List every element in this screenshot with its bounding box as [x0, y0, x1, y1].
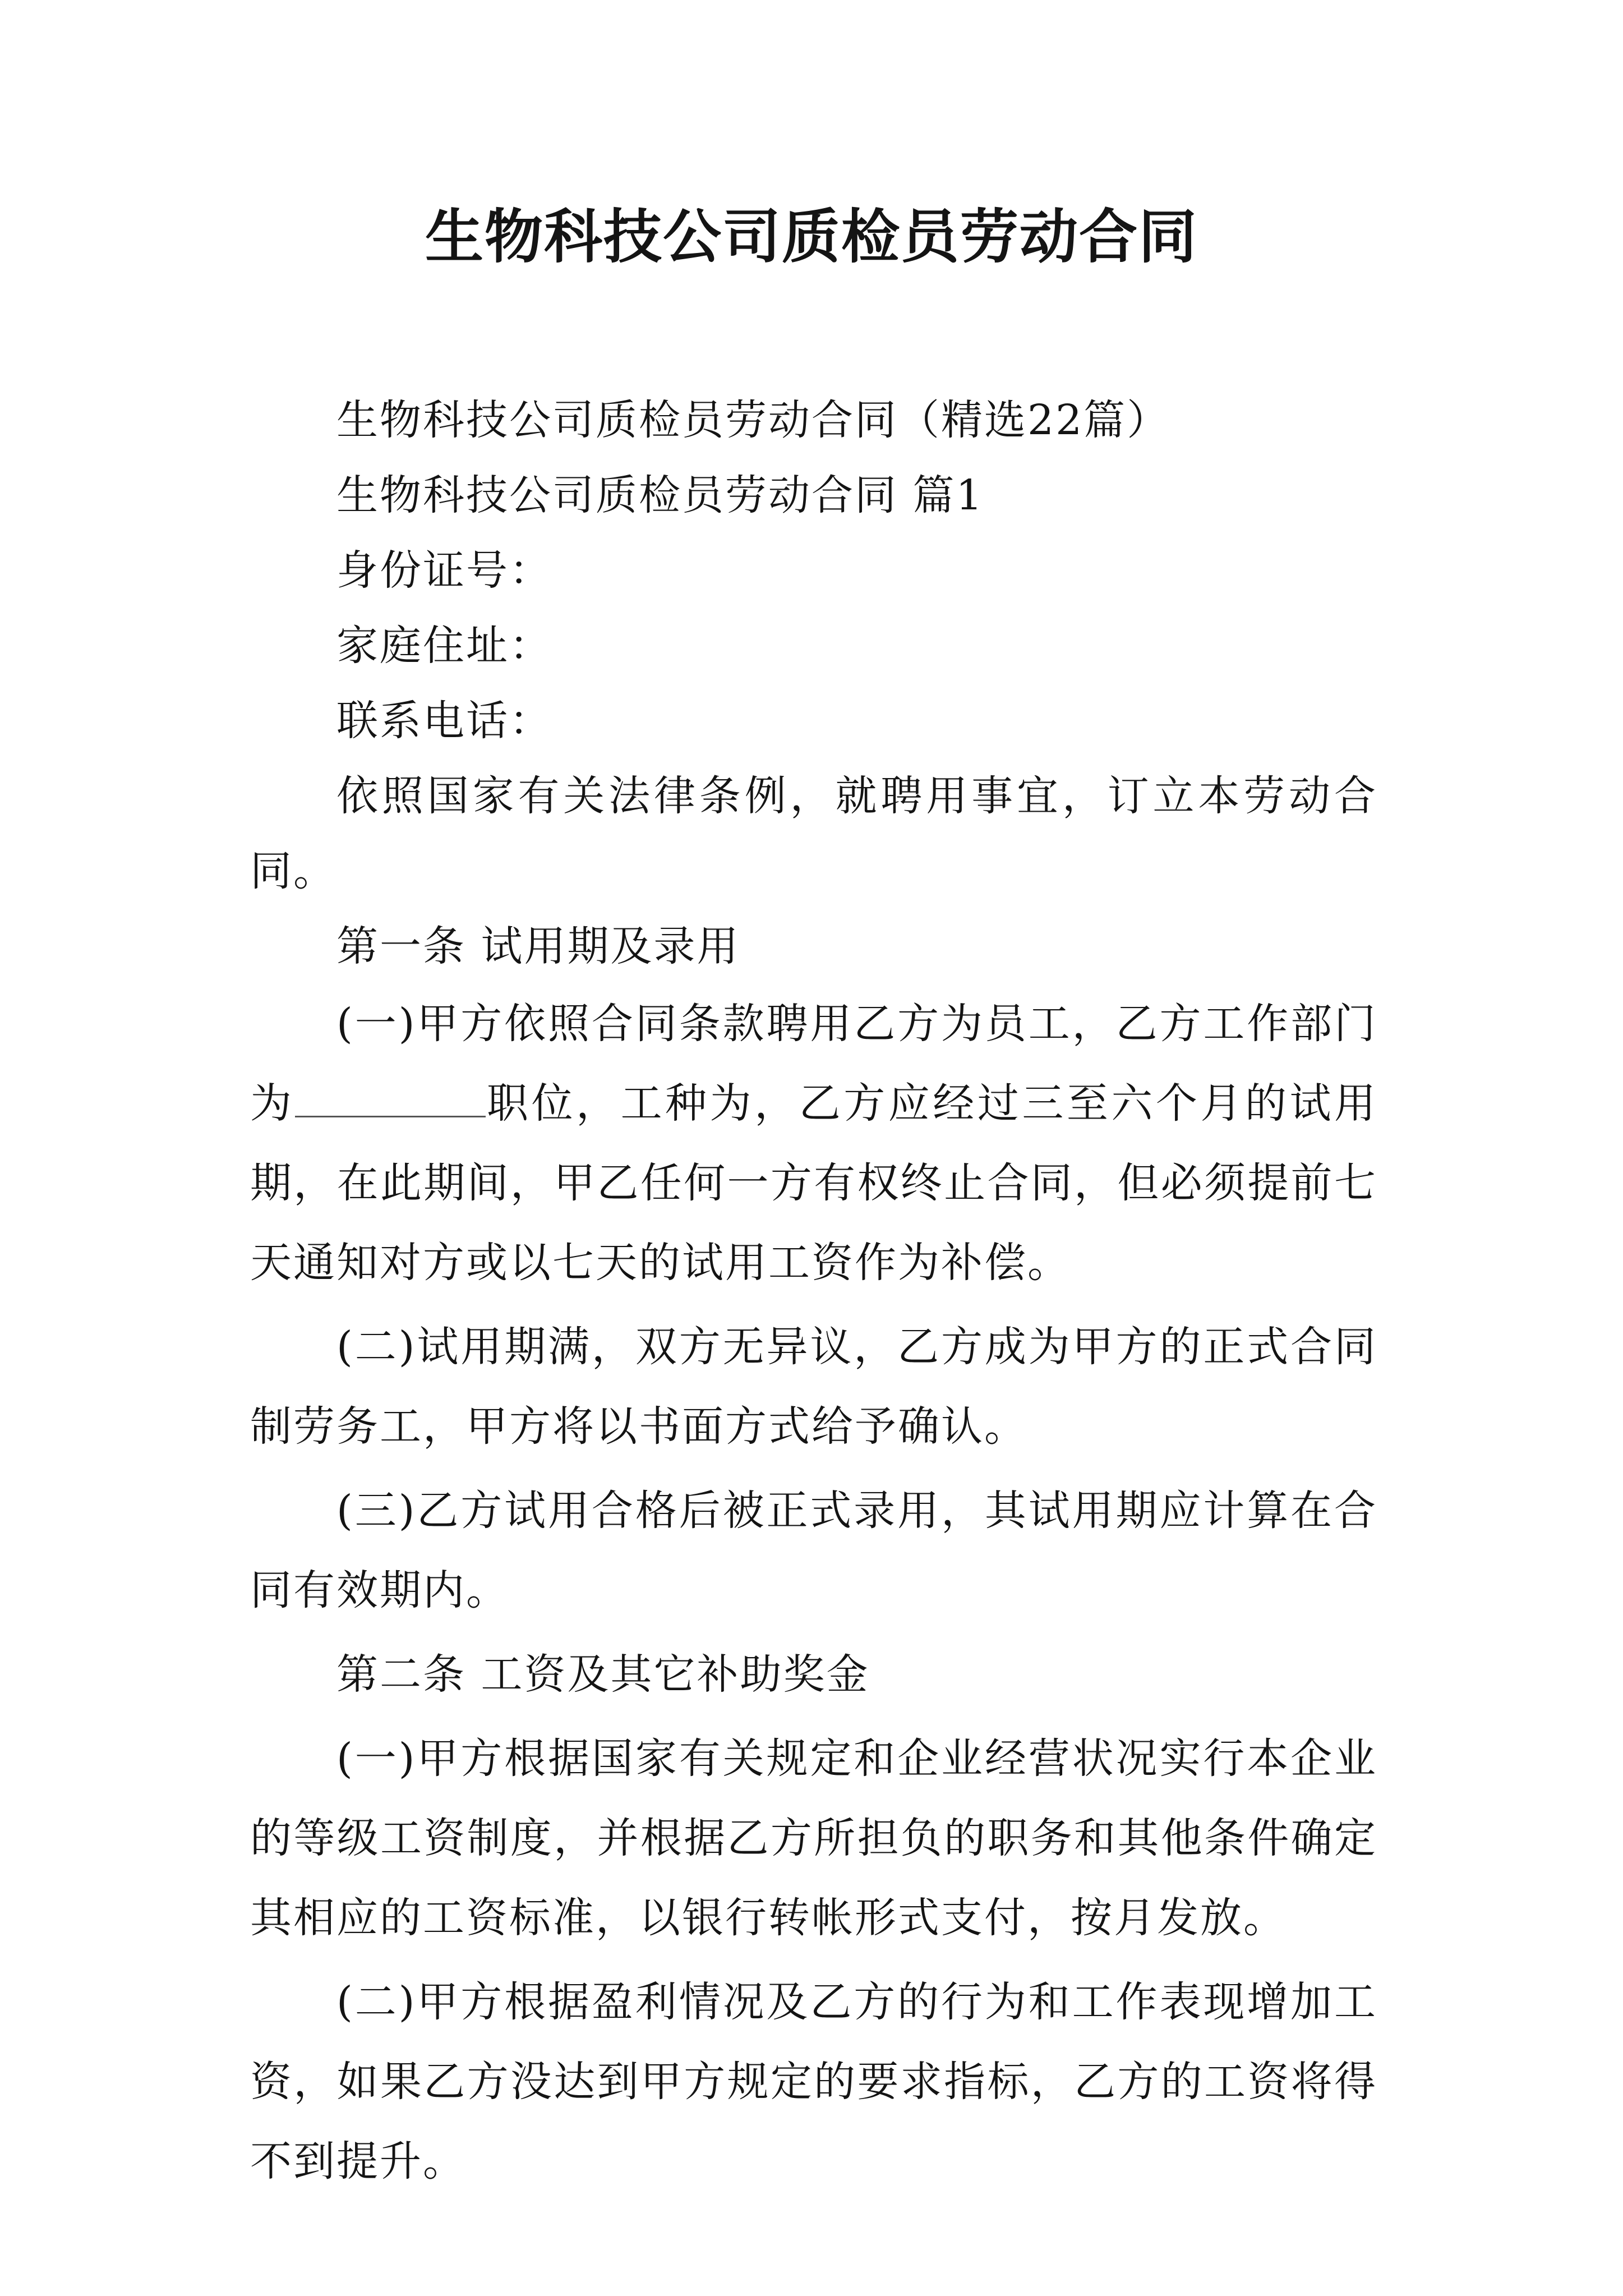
address-label: 家庭住址： [336, 622, 552, 670]
article1-item2: (二)试用期满，双方无异议，乙方成为甲方的正式合同制劳务工，甲方将以书面方式给予确认。 [250, 1323, 1377, 1451]
department-blank [295, 1082, 486, 1117]
article2-item1: (一)甲方根据国家有关规定和企业经营状况实行本企业的等级工资制度，并根据乙方所担负的职务和其他条件确定其相应的工资标准，以银行转帐形式支付，按月发放。 [250, 1734, 1377, 1942]
article1-heading: 第一条 试用期及录用 [336, 922, 740, 970]
article2-item2: (二)甲方根据盈利情况及乙方的行为和工作表现增加工资，如果乙方没达到甲方规定的要求指标，乙方的工资将得不到提升。 [250, 1978, 1377, 2185]
document-body [250, 383, 1377, 2206]
subtitle: 生物科技公司质检员劳动合同（精选22篇） [336, 396, 1170, 444]
article1-item3: (三)乙方试用合格后被正式录用，其试用期应计算在合同有效期内。 [250, 1487, 1377, 1614]
article1-item1 [250, 984, 1377, 1303]
document-title: 生物科技公司质检员劳动合同 [425, 203, 1198, 271]
phone-label: 联系电话： [336, 697, 552, 745]
id-number-label: 身份证号： [336, 546, 552, 595]
article1-item1-start: (一)甲方依照合同条款聘用乙方为员工，乙方工作部门为 [250, 1000, 1377, 1128]
article2-heading: 第二条 工资及其它补助奖金 [336, 1650, 870, 1699]
intro-paragraph: 依照国家有关法律条例，就聘用事宜，订立本劳动合同。 [250, 772, 1377, 895]
article1-item1-end: 职位，工种为，乙方应经过三至六个月的试用期，在此期间，甲乙任何一方有权终止合同，但必须提前七天通知对方或以七天的试用工资作为补偿。 [250, 1079, 1378, 1287]
section-heading: 生物科技公司质检员劳动合同 篇1 [336, 471, 984, 519]
